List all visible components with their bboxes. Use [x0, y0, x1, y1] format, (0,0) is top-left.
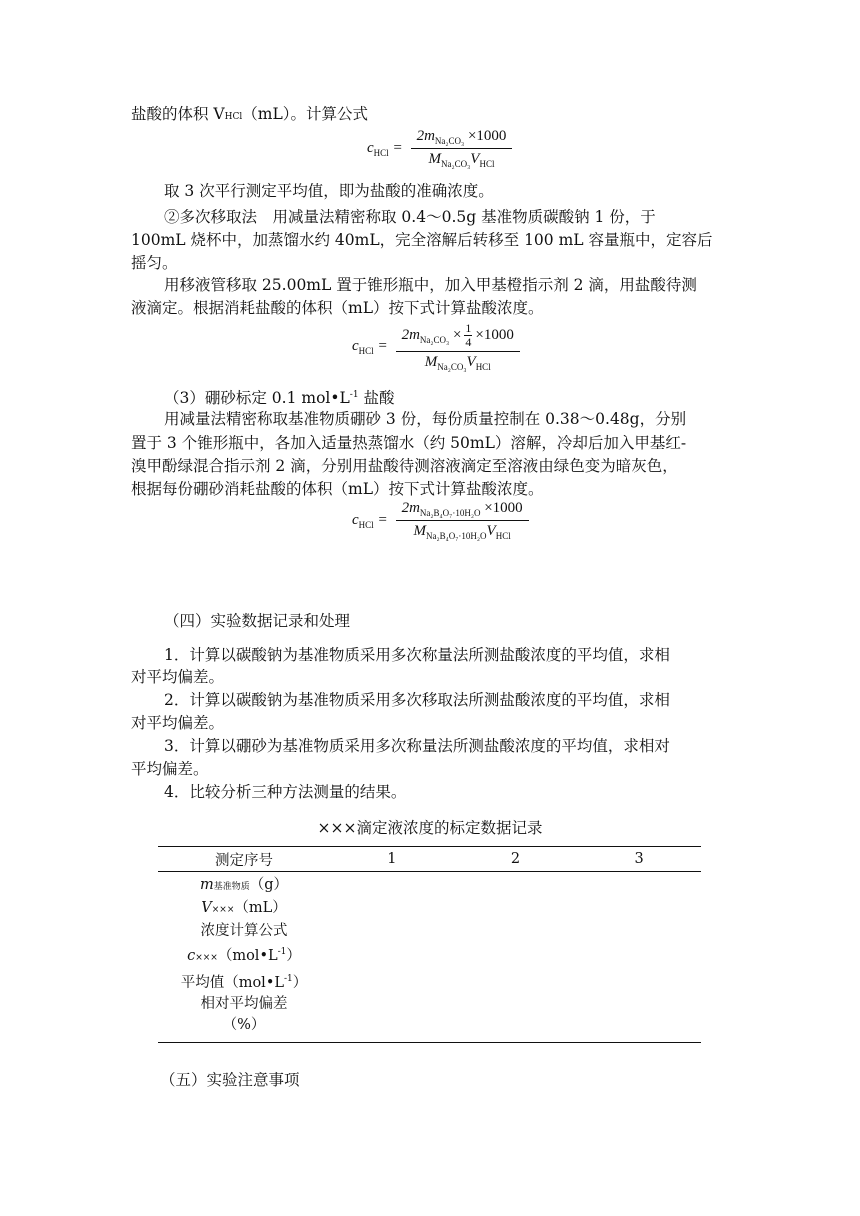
- table-cell: [330, 872, 454, 1043]
- text-line: ②多次移取法 用减量法精密称取 0.4～0.5g 基准物质碳酸钠 1 份，于: [164, 208, 656, 226]
- superscript: -1: [349, 390, 359, 400]
- section-heading-5: （五）实验注意事项: [160, 1071, 300, 1089]
- section-heading-4: （四）实验数据记录和处理: [164, 612, 351, 630]
- text-line: 1．计算以碳酸钠为基准物质采用多次称量法所测盐酸浓度的平均值，求相: [164, 646, 670, 664]
- text-line: 根据每份硼砂消耗盐酸的体积（mL）按下式计算盐酸浓度。: [131, 480, 544, 498]
- formula-fraction: $\frac{2m_{Na_2B_4O_7\cdot 10H_2O} \times 1000}{M_{Na_2B_4O_7\cdot 10H_2O}V_{HCl}}$: [396, 500, 529, 541]
- table-caption: ×××滴定液浓度的标定数据记录: [317, 819, 543, 837]
- col-header-2: 2: [454, 847, 578, 872]
- row-label-formula: 浓度计算公式: [200, 923, 288, 939]
- text-line: 溴甲酚绿混合指示剂 2 滴，分别用盐酸待测溶液滴定至溶液由绿色变为暗灰色，: [131, 457, 678, 475]
- col-header-index: 测定序号: [158, 847, 330, 872]
- text-line: 对平均偏差。: [131, 668, 225, 686]
- text-line: 4．比较分析三种方法测量的结果。: [164, 783, 407, 801]
- text-line: 对平均偏差。: [131, 714, 225, 732]
- row-label-average: 平均值$(mol•L^{-1})$: [180, 973, 308, 991]
- text-line: 用移液管移取 25.00mL 置于锥形瓶中，加入甲基橙指示剂 2 滴，用盐酸待测: [164, 276, 697, 294]
- text-line: 3．计算以硼砂为基准物质采用多次称量法所测盐酸浓度的平均值，求相对: [164, 737, 670, 755]
- formula-fraction: $2m_{Na_2CO_3}$ × $\frac{1}{4}$ ×1000 $M_{Na_2CO_3}V_{HCl}$: [396, 322, 520, 372]
- table-row: [158, 872, 701, 1043]
- text-line: 液滴定。根据消耗盐酸的体积（mL）按下式计算盐酸浓度。: [131, 299, 544, 317]
- row-label-concentration: $c\times\times\times(mol•L^{-1})$: [187, 947, 301, 964]
- row-label-percent: （%）: [222, 1016, 266, 1033]
- text-line: 100mL 烧杯中，加蒸馏水约 40mL，完全溶解后转移至 100 mL 容量瓶中，定容后: [131, 231, 713, 249]
- subscript: HCl: [224, 112, 243, 122]
- formula-lhs: $c_{HCl}$ =: [352, 338, 388, 356]
- text-line: 置于 3 个锥形瓶中，各加入适量热蒸馏水（约 50mL）溶解，冷却后加入甲基红-: [131, 434, 687, 452]
- formula-multi-weigh: [367, 128, 512, 169]
- formula-multi-pipette: [352, 322, 520, 372]
- text-span: （3）硼砂标定 0.1 mol•L: [164, 389, 350, 408]
- text-line: 平均偏差。: [131, 760, 209, 778]
- col-header-3: 3: [577, 847, 701, 872]
- text-span: 盐酸: [358, 389, 395, 408]
- table-header-row: [158, 847, 701, 872]
- row-label-mass: m基准物质（g）: [199, 877, 289, 893]
- table-cell: [577, 872, 701, 1043]
- formula-lhs: $c_{HCl}$ =: [367, 139, 403, 158]
- formula-borax: [352, 500, 529, 541]
- formula-lhs: $c_{HCl}$ =: [352, 511, 388, 530]
- text-line: 取 3 次平行测定平均值，即为盐酸的准确浓度。: [164, 182, 494, 200]
- text-span: （mL）。计算公式: [242, 105, 368, 123]
- row-label-deviation: 相对平均偏差: [200, 995, 288, 1012]
- text-line-hcl-volume: [131, 103, 731, 128]
- text-line: 用减量法精密称取基准物质硼砂 3 份，每份质量控制在 0.38～0.48g，分别: [164, 410, 687, 428]
- text-span: 盐酸的体积 V: [131, 105, 225, 123]
- col-header-1: 1: [330, 847, 454, 872]
- data-record-table: [158, 846, 701, 1043]
- text-line: 2．计算以碳酸钠为基准物质采用多次移取法所测盐酸浓度的平均值，求相: [164, 691, 670, 709]
- row-labels-cell: [158, 872, 330, 1043]
- table-cell: [454, 872, 578, 1043]
- text-line-borax-heading: [164, 384, 764, 409]
- text-line: 摇匀。: [131, 254, 178, 272]
- formula-fraction: $\frac{2m_{Na_2CO_3} \times 1000}{M_{Na_2CO_3}V_{HCl}}$: [411, 128, 513, 169]
- row-label-volume: V×××（mL）: [201, 900, 287, 916]
